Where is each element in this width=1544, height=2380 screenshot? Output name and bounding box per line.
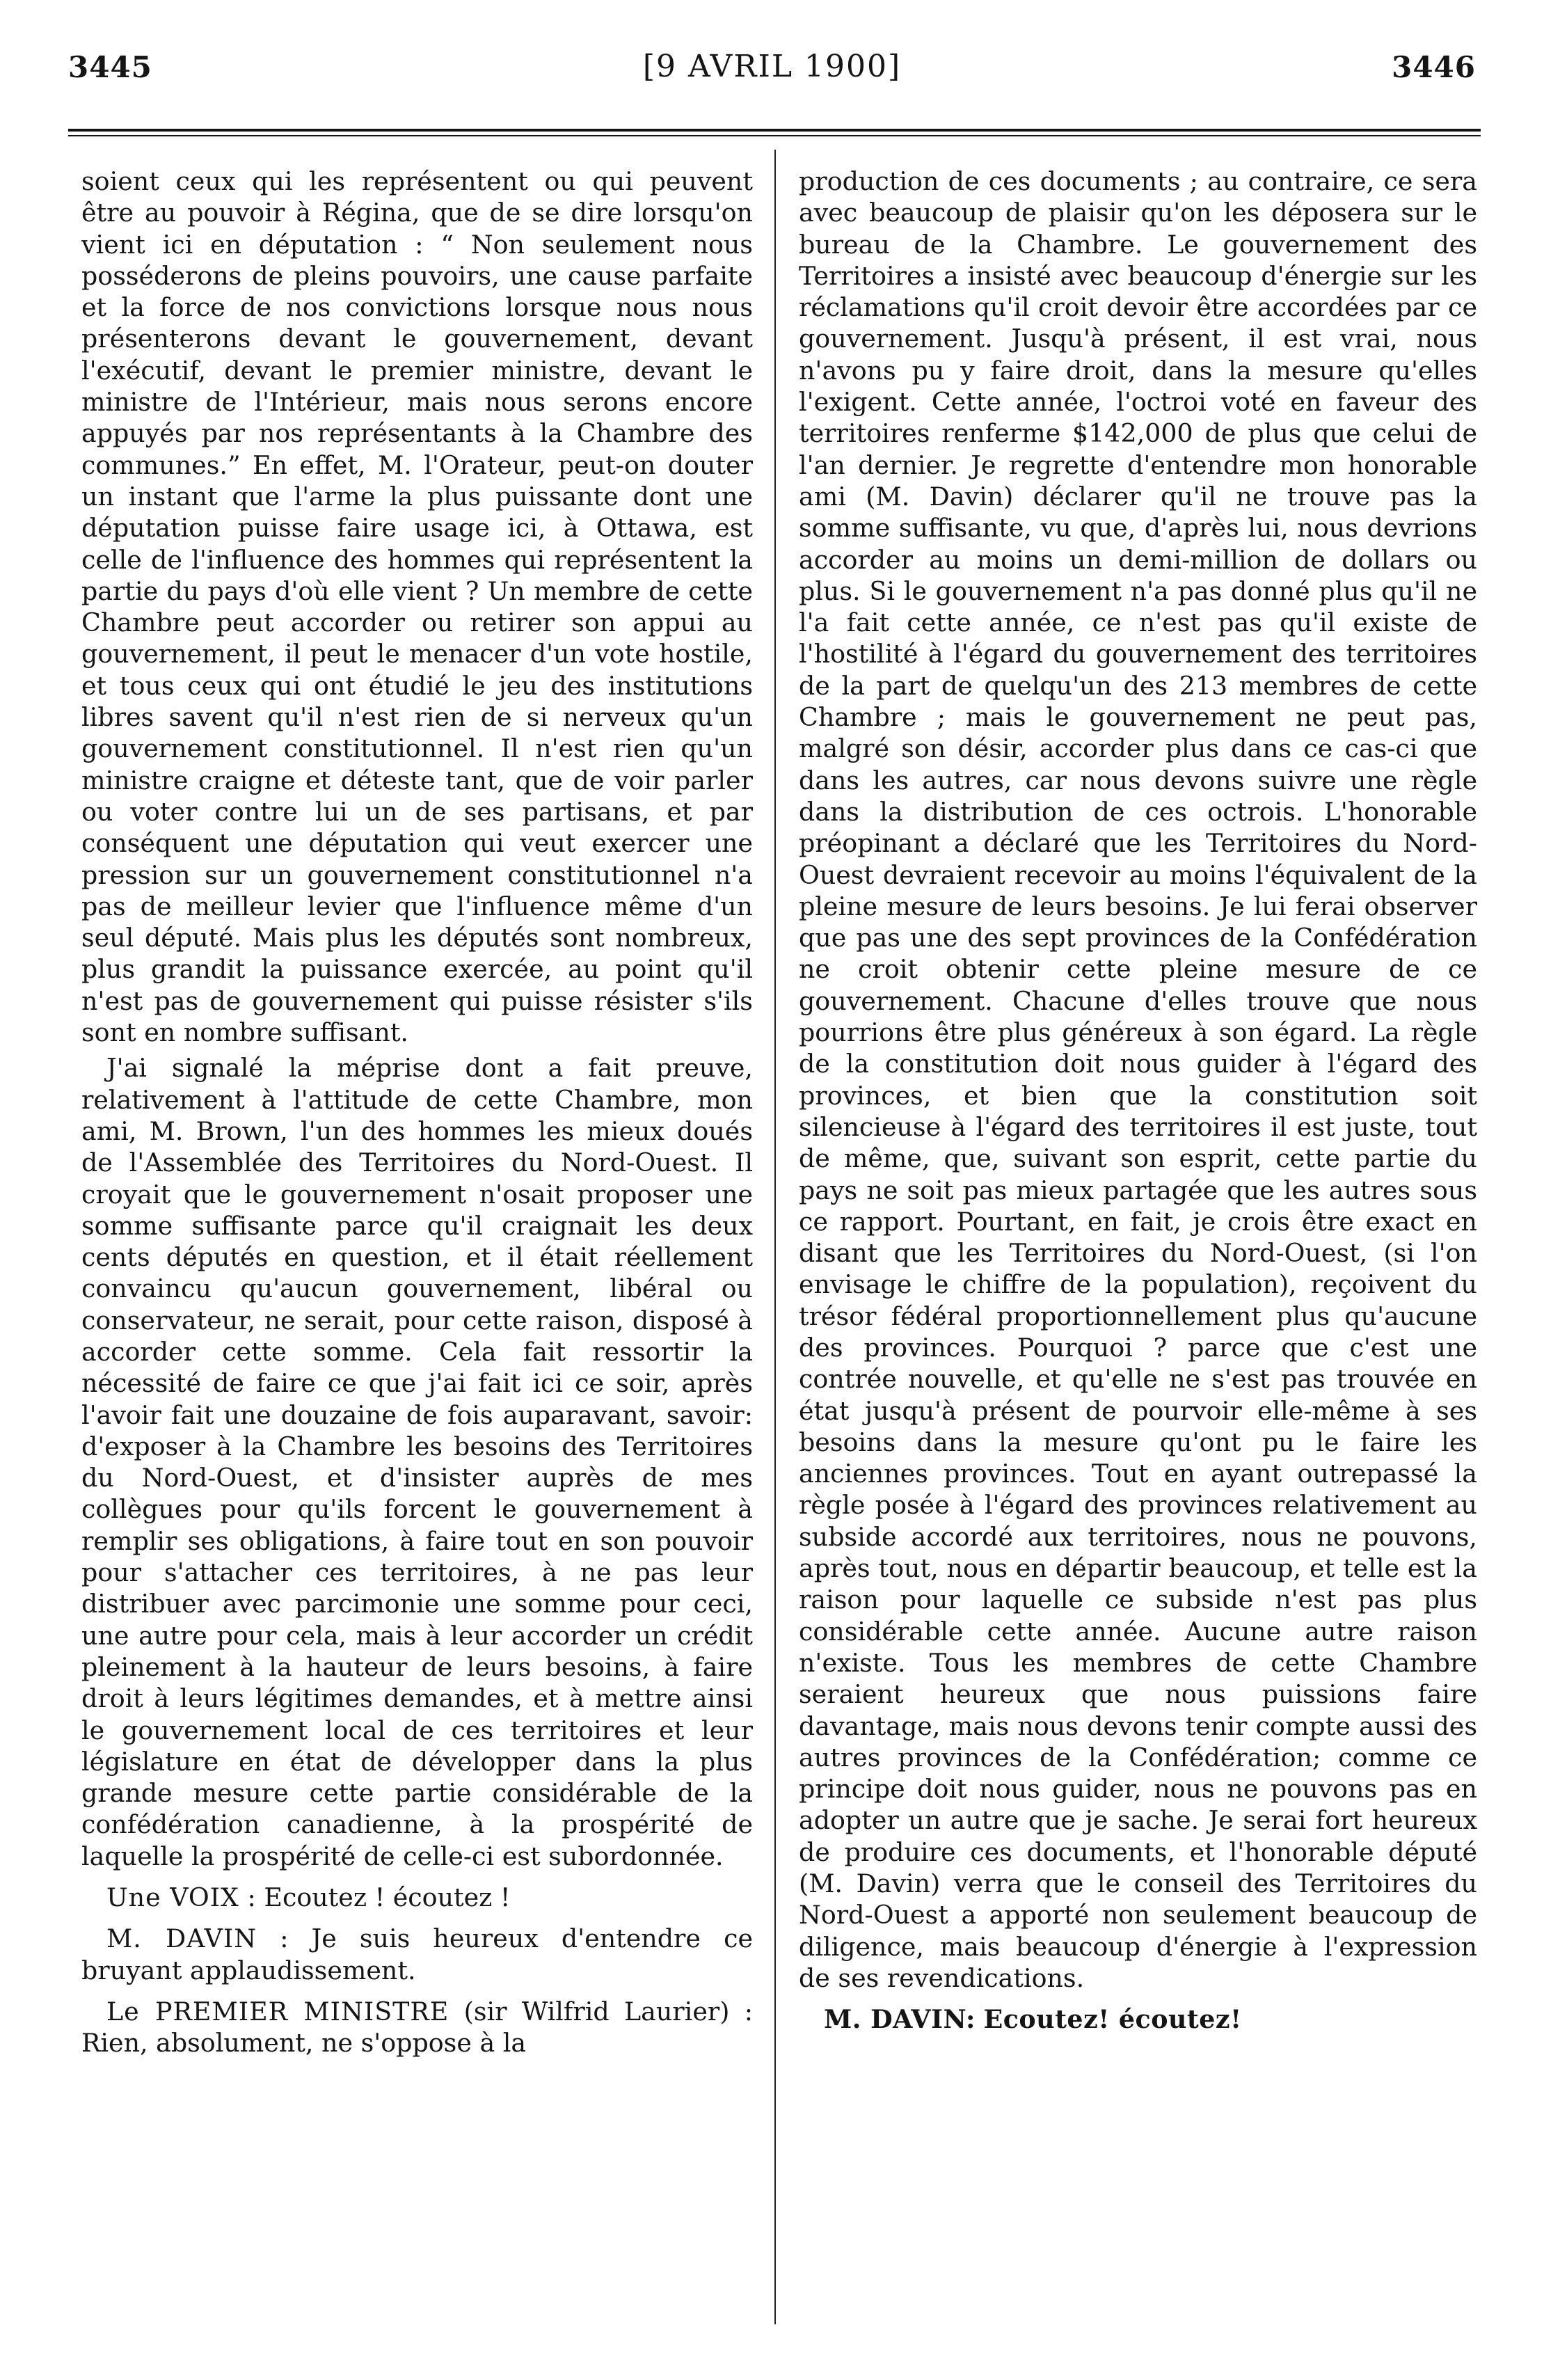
left-paragraph-2: J'ai signalé la méprise dont a fait preuve, relativement à l'attitude de cette Chambre, mon ami, M. Brown, l'un des hommes les mieux doués de l'Assemblée des Territoires du Nord-Ouest. Il croyait que le gouvernement n'osait proposer une somme suffisante parce qu'il craignait les deux cents députés en question, et il était réellement convaincu qu'aucun gouvernement, libéral ou conservateur, ne serait, pour cette raison, disposé à accorder cette somme. Cela fait ressortir la nécessité de faire ce que j'ai fait ici ce soir, après l'avoir fait une douzaine de fois auparavant, savoir: d'exposer à la Chambre les besoins des Territoires du Nord-Ouest, et d'insister auprès de mes collègues pour qu'ils forcent le gouvernement à remplir ses obligations, à faire tout en son pouvoir pour s'attacher ces territoires, à ne pas leur distribuer avec parcimonie une somme pour ceci, une autre pour cela, mais à leur accorder un crédit pleinement à la hauteur de leurs besoins, à faire droit à leurs légitimes demandes, et à mettre ainsi le gouvernement local de ces territoires et leur législature en état de développer dans la plus grande mesure cette partie considérable de la confédération canadienne, à la prospérité de laquelle la prospérité de celle-ci est subordonnée. [81, 1053, 753, 1871]
davin-text-right: Ecoutez! écoutez! [983, 2004, 1242, 2035]
header-rule-thick [68, 129, 1481, 132]
premier-ministre-text: (sir Wilfrid Laurier) : Rien, absolument, ne s'oppose à la [81, 1996, 753, 2058]
davin-speaker-left: M. DAVIN [106, 1923, 257, 1954]
davin-intervention-left [81, 1923, 753, 1986]
page-header [0, 0, 1544, 118]
voice-text: : Ecoutez ! écoutez ! [247, 1882, 511, 1913]
premier-ministre-speaker: Le PREMIER MINISTRE [106, 1996, 449, 2026]
header-rule-thin [68, 135, 1481, 136]
voice-speaker: Une VOIX [106, 1882, 239, 1913]
left-paragraph-1: soient ceux qui les représentent ou qui peuvent être au pouvoir à Régina, que de se dire lorsqu'on vient ici en députation : “ Non seulement nous posséderons de pleins pouvoirs, une cause parfaite et la force de nos convictions lorsque nous nous présenterons devant le gouvernement, devant l'exécutif, devant le premier ministre, devant le ministre de l'Intérieur, mais nous serons encore appuyés par nos représentants à la Chambre des communes.” En effet, M. l'Orateur, peut-on douter un instant que l'arme la plus puissante dont une députation puisse faire usage ici, à Ottawa, est celle de l'influence des hommes qui représentent la partie du pays d'où elle vient ? Un membre de cette Chambre peut accorder ou retirer son appui au gouvernement, il peut le menacer d'un vote hostile, et tous ceux qui ont étudié le jeu des institutions libres savent qu'il n'est rien de si nerveux qu'un gouvernement constitutionnel. Il n'est rien qu'un ministre craigne et déteste tant, que de voir parler ou voter contre lui un de ses partisans, et par conséquent une députation qui veut exercer une pression sur un gouvernement constitutionnel n'a pas de meilleur levier que l'influence même d'un seul député. Mais plus les députés sont nombreux, plus grandit la puissance exercée, au point qu'il n'est pas de gouvernement qui puisse résister s'ils sont en nombre suffisant. [81, 166, 753, 1048]
right-page-number: 3446 [1392, 50, 1476, 84]
left-column [81, 166, 753, 2302]
premier-ministre-intervention [81, 1996, 753, 2059]
header-date: [9 AVRIL 1900] [642, 49, 902, 84]
column-divider [774, 150, 776, 2324]
davin-text-left: : Je suis heureux d'entendre ce bruyant applaudissement. [81, 1923, 753, 1985]
right-column [799, 166, 1477, 2302]
right-paragraph-1: production de ces documents ; au contraire, ce sera avec beaucoup de plaisir qu'on les déposera sur le bureau de la Chambre. Le gouvernement des Territoires a insisté avec beaucoup d'énergie sur les réclamations qu'il croit devoir être accordées par ce gouvernement. Jusqu'à présent, il est vrai, nous n'avons pu y faire droit, dans la mesure qu'elles l'exigent. Cette année, l'octroi voté en faveur des territoires renferme $142,000 de plus que celui de l'an dernier. Je regrette d'entendre mon honorable ami (M. Davin) déclarer qu'il ne trouve pas la somme suffisante, vu que, d'après lui, nous devrions accorder au moins un demi-million de dollars ou plus. Si le gouvernement n'a pas donné plus qu'il ne l'a fait cette année, ce n'est pas qu'il existe de l'hostilité à l'égard du gouvernement des territoires de la part de quelqu'un des 213 membres de cette Chambre ; mais le gouvernement ne peut pas, malgré son désir, accorder plus dans ce cas-ci que dans les autres, car nous devons suivre une règle dans la distribution de ces octrois. L'honorable préopinant a déclaré que les Territoires du Nord-Ouest devraient recevoir au moins l'équivalent de la pleine mesure de leurs besoins. Je lui ferai observer que pas une des sept provinces de la Confédération ne croit obtenir cette pleine mesure de ce gouvernement. Chacune d'elles trouve que nous pourrions être plus généreux à son égard. La règle de la constitution doit nous guider à l'égard des provinces, et bien que la constitution soit silencieuse à l'égard des territoires il est juste, tout de même, que, suivant son esprit, cette partie du pays ne soit pas mieux partagée que les autres sous ce rapport. Pourtant, en fait, je crois être exact en disant que les Territoires du Nord-Ouest, (si l'on envisage le chiffre de la population), reçoivent du trésor fédéral proportionnellement plus qu'aucune des provinces. Pourquoi ? parce que c'est une contrée nouvelle, et qu'elle ne s'est pas trouvée en état jusqu'à présent de pourvoir elle-même à ses besoins dans la mesure qu'ont pu le faire les anciennes provinces. Tout en ayant outrepassé la règle posée à l'égard des provinces relativement au subside accordé aux territoires, nous ne pouvons, après tout, nous en départir beaucoup, et telle est la raison pour laquelle ce subside n'est pas plus considérable cette année. Aucune autre raison n'existe. Tous les membres de cette Chambre seraient heureux que nous puissions faire davantage, mais nous devons tenir compte aussi des autres provinces de la Confédération; comme ce principe doit nous guider, nous ne pouvons pas en adopter un autre que je sache. Je serai fort heureux de produire ces documents, et l'honorable député (M. Davin) verra que le conseil des Territoires du Nord-Ouest a apporté non seulement beaucoup de diligence, mais beaucoup d'énergie à l'expression de ses revendications. [799, 166, 1477, 1993]
left-page-number: 3445 [68, 50, 152, 84]
davin-intervention-right [799, 2004, 1477, 2035]
davin-speaker-right: M. DAVIN: [824, 2004, 976, 2035]
voice-intervention [81, 1882, 753, 1913]
